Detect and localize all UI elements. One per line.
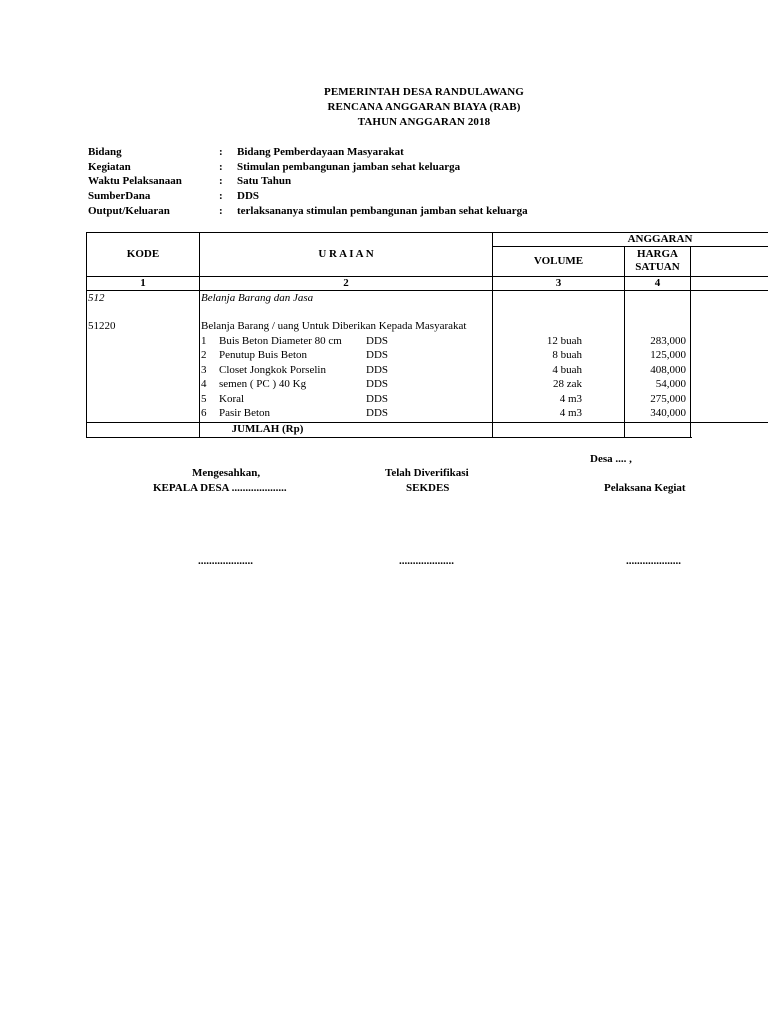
item-price: 340,000 <box>650 407 686 419</box>
item-volume: 4 buah <box>552 364 582 376</box>
item-number: 4 <box>201 378 207 390</box>
item-source: DDS <box>366 335 389 347</box>
info-colon: : <box>219 161 223 173</box>
sub-label: Belanja Barang / uang Untuk Diberikan Kepada Masyarakat <box>201 320 467 332</box>
group-label: Belanja Barang dan Jasa <box>201 292 314 304</box>
item-number: 2 <box>201 349 207 361</box>
item-source: DDS <box>366 407 389 419</box>
group-code: 512 <box>88 292 105 304</box>
header-harga: HARGA <box>637 248 678 260</box>
item-number: 6 <box>201 407 207 419</box>
column-number: 3 <box>555 277 562 289</box>
info-colon: : <box>219 205 223 217</box>
item-name: Buis Beton Diameter 80 cm <box>219 335 342 347</box>
info-value: Stimulan pembangunan jamban sehat keluarga <box>237 161 461 173</box>
table-body-bottom <box>86 422 768 423</box>
table-border-bottom <box>86 437 692 438</box>
item-source: DDS <box>366 393 389 405</box>
total-label: JUMLAH (Rp) <box>231 423 304 435</box>
info-label: Waktu Pelaksanaan <box>88 175 182 187</box>
item-name: Pasir Beton <box>219 407 271 419</box>
info-label: Output/Keluaran <box>88 205 170 217</box>
header-satuan: SATUAN <box>635 261 680 273</box>
info-colon: : <box>219 175 223 187</box>
item-volume: 8 buah <box>552 349 582 361</box>
approval-title: Mengesahkan, <box>192 467 261 479</box>
item-volume: 4 m3 <box>559 407 582 419</box>
column-number: 1 <box>140 277 146 289</box>
item-price: 283,000 <box>650 335 686 347</box>
signature-dots-middle: .................... <box>399 555 454 567</box>
table-col-divider <box>199 232 200 438</box>
signature-dots-right: .................... <box>626 555 681 567</box>
sub-code: 51220 <box>88 320 116 332</box>
executor-role: Pelaksana Kegiat <box>604 482 686 494</box>
item-source: DDS <box>366 364 389 376</box>
item-name: Closet Jongkok Porselin <box>219 364 326 376</box>
info-label: SumberDana <box>88 190 151 202</box>
header-kode: KODE <box>126 248 160 260</box>
document-title: RENCANA ANGGARAN BIAYA (RAB) <box>327 101 521 113</box>
table-number-row-bottom <box>86 290 768 291</box>
info-colon: : <box>219 190 223 202</box>
column-number: 4 <box>654 277 661 289</box>
table-anggaran-divider <box>492 246 768 247</box>
item-number: 5 <box>201 393 207 405</box>
item-name: Koral <box>219 393 245 405</box>
item-price: 54,000 <box>655 378 686 390</box>
info-label: Bidang <box>88 146 122 158</box>
item-number: 3 <box>201 364 207 376</box>
item-volume: 4 m3 <box>559 393 582 405</box>
info-value: terlaksananya stimulan pembangunan jamban sehat keluarga <box>237 205 528 217</box>
signature-dots-left: .................... <box>198 555 253 567</box>
info-colon: : <box>219 146 223 158</box>
column-number: 2 <box>343 277 349 289</box>
verification-title: Telah Diverifikasi <box>385 467 469 479</box>
item-price: 275,000 <box>650 393 686 405</box>
village-head-role: KEPALA DESA .................... <box>153 482 287 494</box>
item-name: semen ( PC ) 40 Kg <box>219 378 307 390</box>
header-volume: VOLUME <box>533 255 584 267</box>
table-col-divider <box>690 246 691 438</box>
government-title: PEMERINTAH DESA RANDULAWANG <box>324 86 524 98</box>
item-price: 408,000 <box>650 364 686 376</box>
budget-year: TAHUN ANGGARAN 2018 <box>357 116 491 128</box>
item-number: 1 <box>201 335 207 347</box>
item-price: 125,000 <box>650 349 686 361</box>
table-border-left <box>86 232 87 438</box>
secretary-role: SEKDES <box>406 482 450 494</box>
item-volume: 28 zak <box>552 378 582 390</box>
item-source: DDS <box>366 378 389 390</box>
item-name: Penutup Buis Beton <box>219 349 308 361</box>
header-anggaran: ANGGARAN <box>627 233 693 245</box>
info-value: DDS <box>237 190 260 202</box>
item-source: DDS <box>366 349 389 361</box>
info-value: Satu Tahun <box>237 175 292 187</box>
item-volume: 12 buah <box>546 335 582 347</box>
info-label: Kegiatan <box>88 161 131 173</box>
info-value: Bidang Pemberdayaan Masyarakat <box>237 146 404 158</box>
header-uraian: U R A I A N <box>318 248 374 260</box>
place-date: Desa .... , <box>590 453 632 465</box>
